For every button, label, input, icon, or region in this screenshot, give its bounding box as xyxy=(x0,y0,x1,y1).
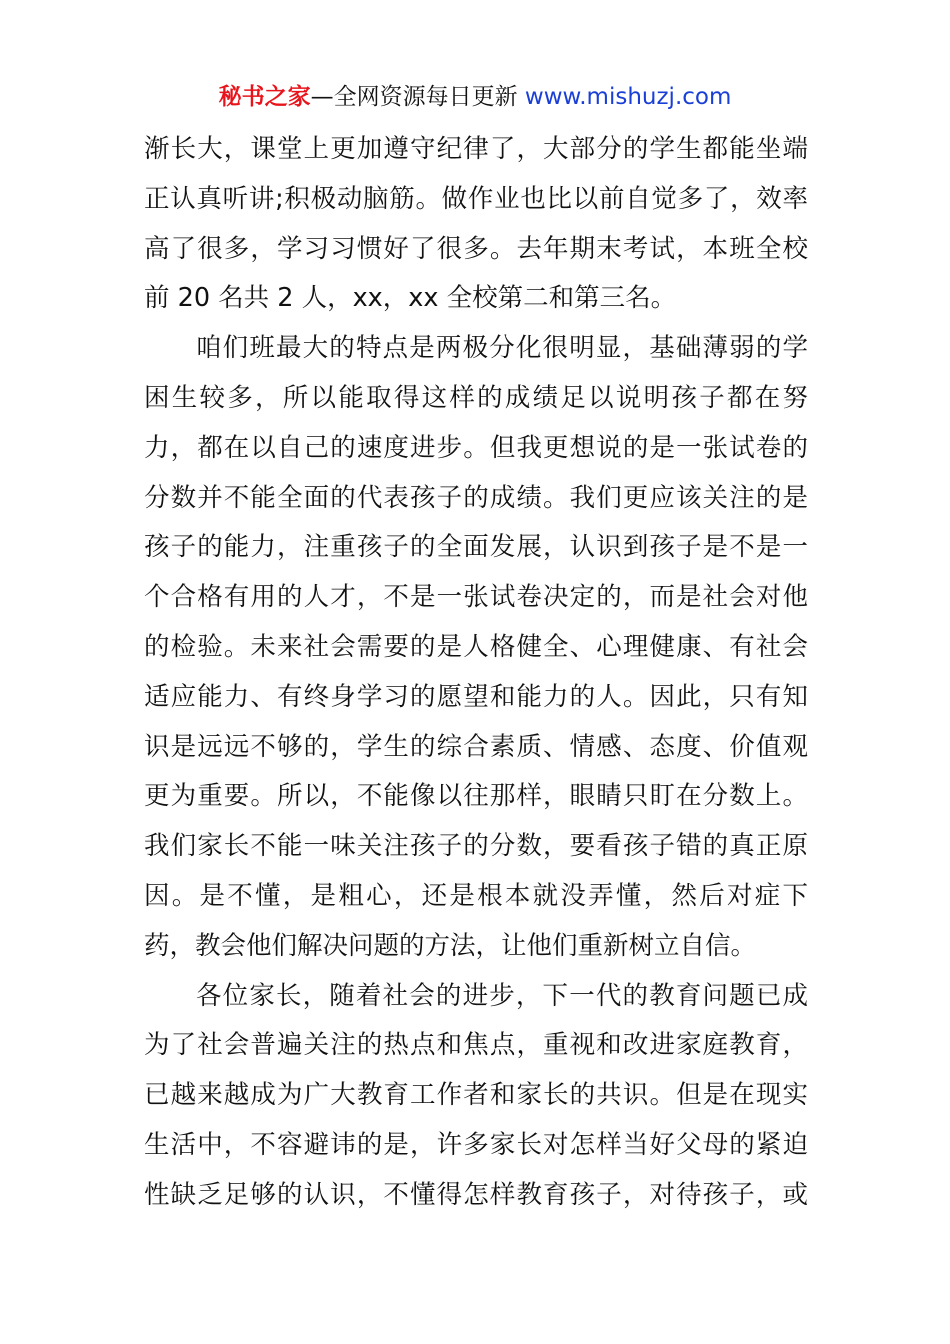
body-line: 困生较多，所以能取得这样的成绩足以说明孩子都在努 xyxy=(144,382,808,413)
body-line: 高了很多，学习习惯好了很多。去年期末考试，本班全校 xyxy=(144,233,808,264)
document-body xyxy=(144,125,808,1221)
body-line: 孩子的能力，注重孩子的全面发展，认识到孩子是不是一 xyxy=(144,532,808,563)
paragraph-first-line: 咱们班最大的特点是两极分化很明显，基础薄弱的学 xyxy=(196,333,808,364)
body-line: 性缺乏足够的认识，不懂得怎样教育孩子，对待孩子，或 xyxy=(144,1179,808,1210)
site-url-link[interactable]: www.mishuzj.com xyxy=(524,84,732,110)
body-line: 分数并不能全面的代表孩子的成绩。我们更应该关注的是 xyxy=(144,482,808,513)
body-line: 我们家长不能一味关注孩子的分数，要看孩子错的真正原 xyxy=(144,831,808,862)
body-line: 已越来越成为广大教育工作者和家长的共识。但是在现实 xyxy=(144,1080,808,1111)
body-line: 适应能力、有终身学习的愿望和能力的人。因此，只有知 xyxy=(144,681,808,712)
body-line: 前 20 名共 2 人，xx，xx 全校第二和第三名。 xyxy=(144,283,677,314)
body-line: 识是远远不够的，学生的综合素质、情感、态度、价值观 xyxy=(144,731,808,762)
body-line: 更为重要。所以，不能像以往那样，眼睛只盯在分数上。 xyxy=(144,781,808,812)
body-line: 为了社会普遍关注的热点和焦点，重视和改进家庭教育， xyxy=(144,1030,808,1061)
body-line: 药，教会他们解决问题的方法，让他们重新树立自信。 xyxy=(144,930,757,961)
paragraph-first-line: 各位家长，随着社会的进步，下一代的教育问题已成 xyxy=(196,980,808,1011)
body-line: 的检验。未来社会需要的是人格健全、心理健康、有社会 xyxy=(144,631,808,662)
body-line: 渐长大，课堂上更加遵守纪律了，大部分的学生都能坐端 xyxy=(144,134,808,164)
body-line: 生活中，不容避讳的是，许多家长对怎样当好父母的紧迫 xyxy=(144,1129,808,1160)
body-line: 力，都在以自己的速度进步。但我更想说的是一张试卷的 xyxy=(144,432,808,463)
body-line: 个合格有用的人才，不是一张试卷决定的，而是社会对他 xyxy=(144,582,808,613)
page-header xyxy=(0,80,950,114)
site-slogan: —全网资源每日更新 xyxy=(310,84,518,110)
body-line: 正认真听讲;积极动脑筋。做作业也比以前自觉多了，效率 xyxy=(144,183,808,214)
body-line: 因。是不懂，是粗心，还是根本就没弄懂，然后对症下 xyxy=(144,880,808,911)
site-brand: 秘书之家 xyxy=(218,84,311,110)
